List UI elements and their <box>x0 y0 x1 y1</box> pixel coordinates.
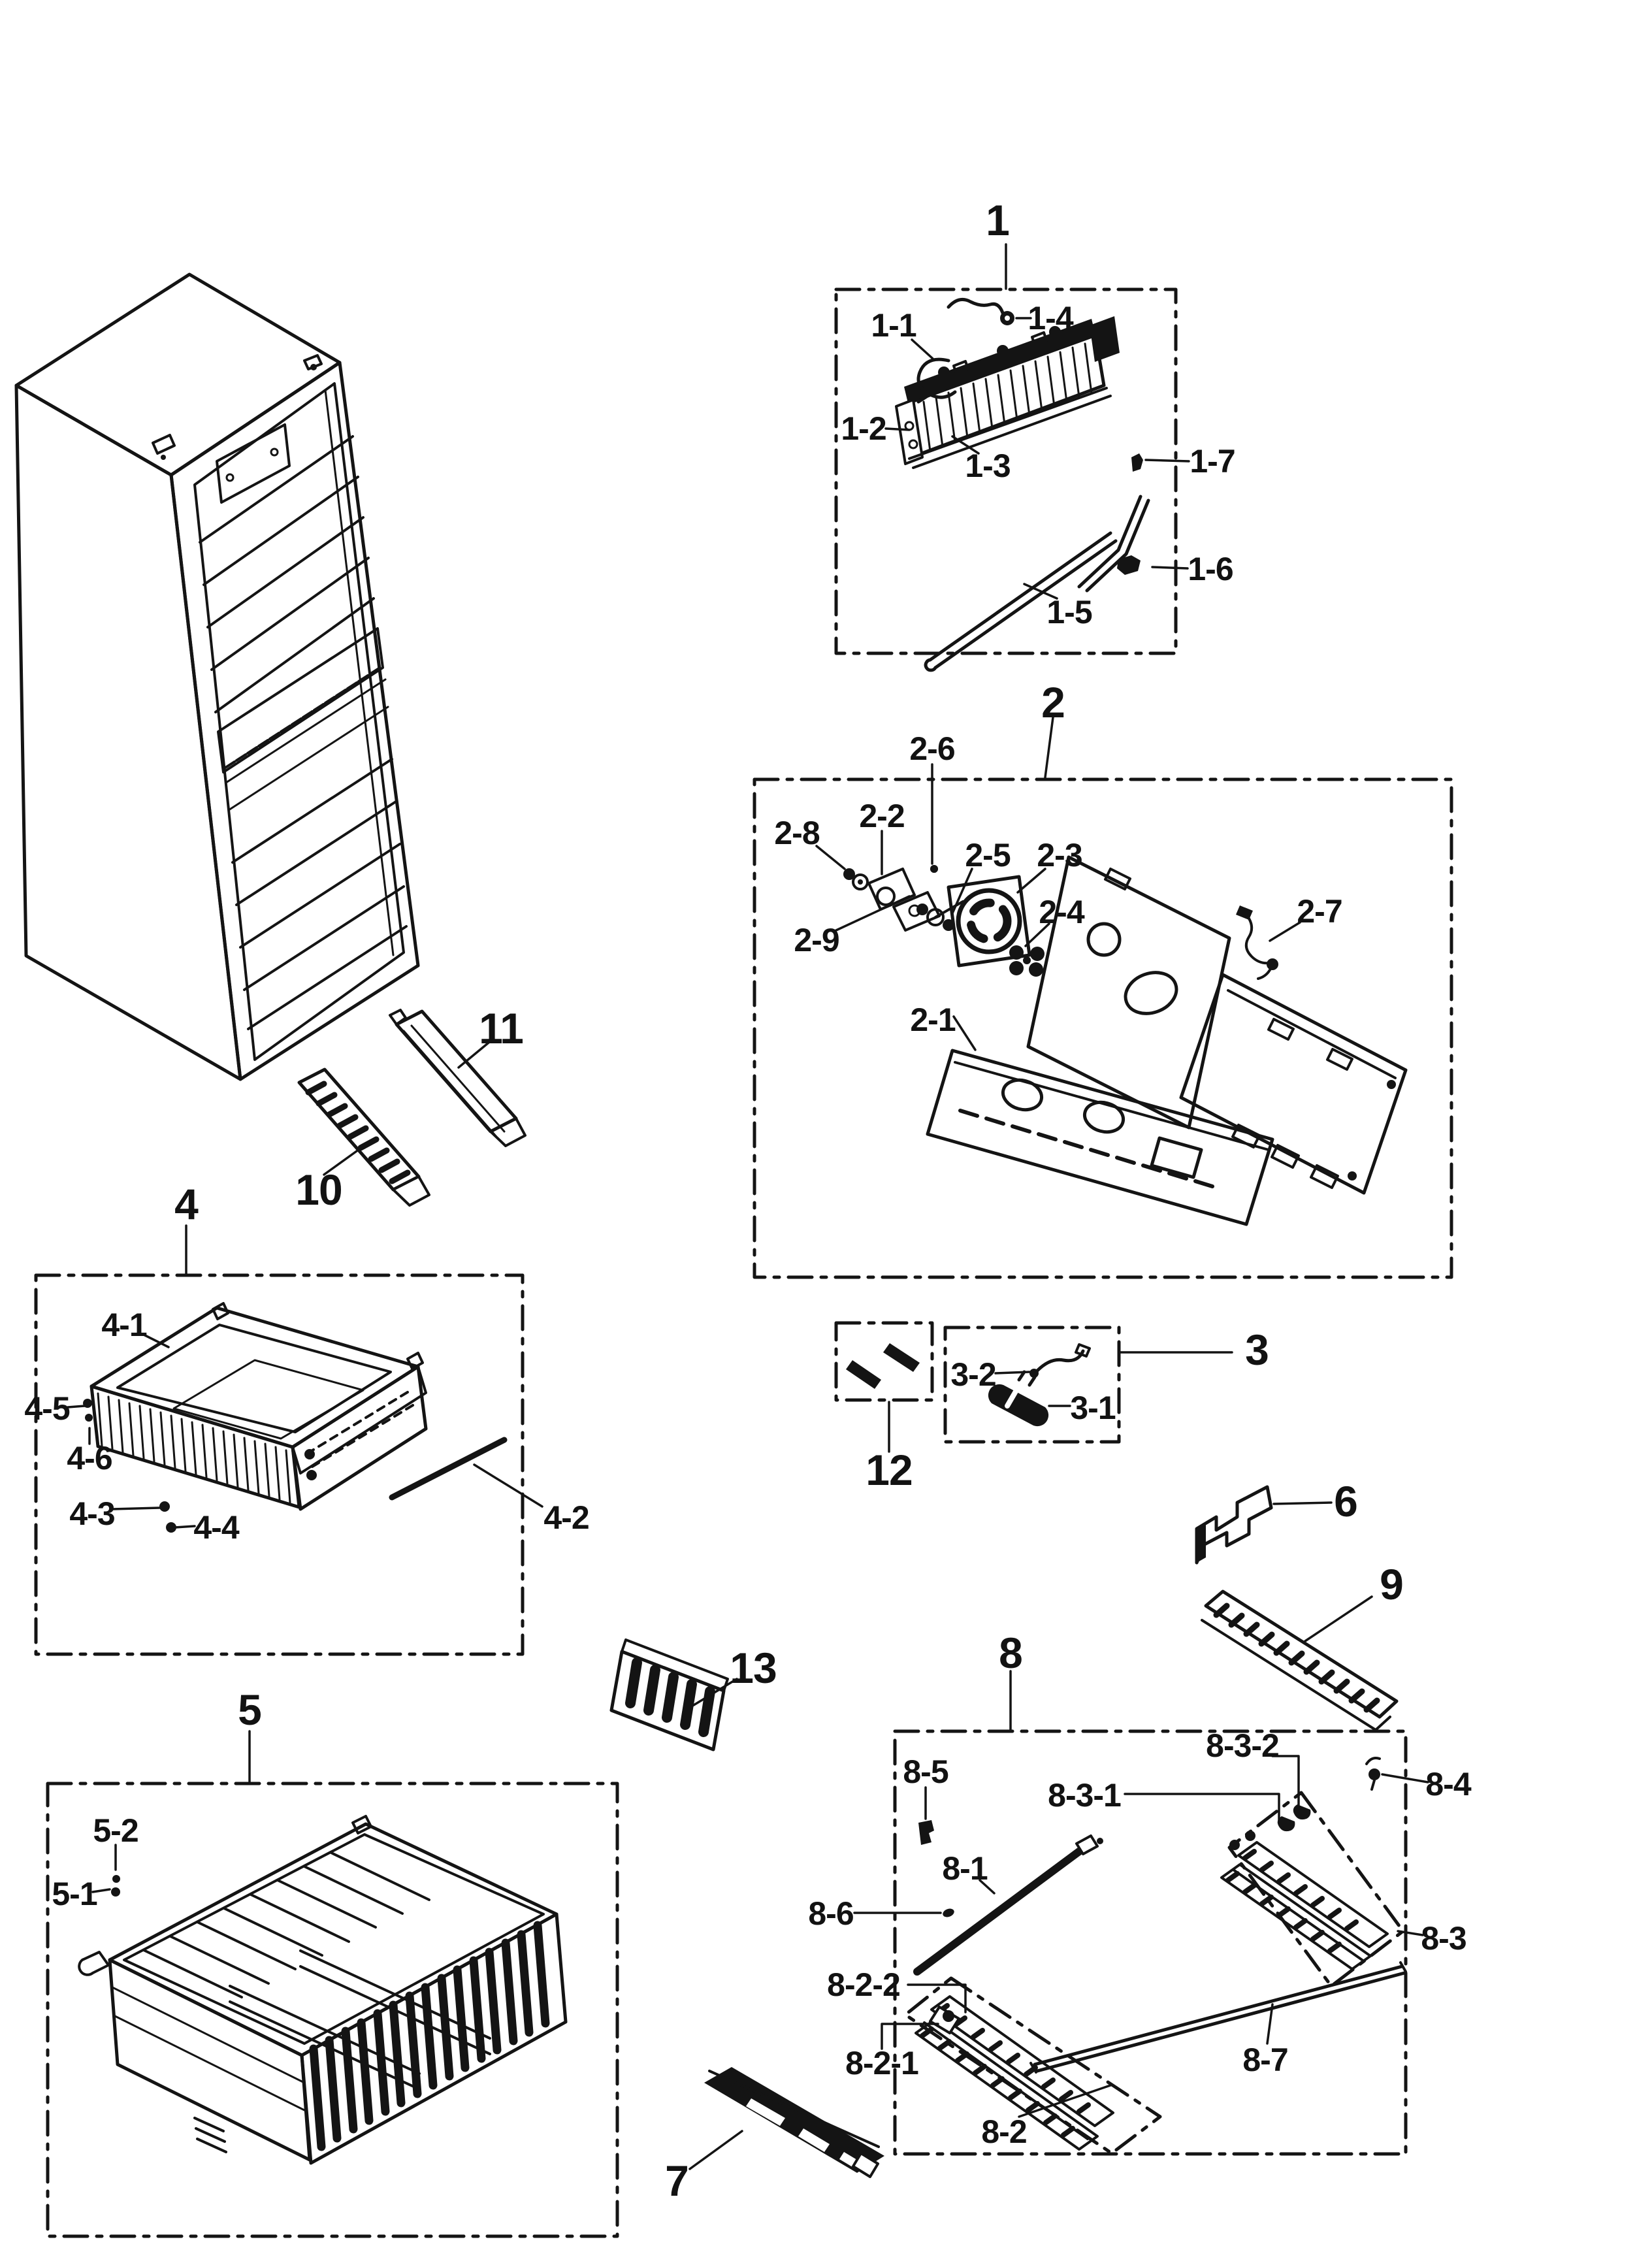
callout-11: 11 <box>479 1004 523 1052</box>
part-8-6-screw <box>941 1907 955 1918</box>
part-1-7-clip <box>1131 453 1143 472</box>
damper-parts <box>846 1343 920 1389</box>
callout-8-4: 8-4 <box>1425 1766 1471 1802</box>
callout-1-4: 1-4 <box>1028 300 1073 336</box>
callout-1-6: 1-6 <box>1188 551 1233 587</box>
callout-2: 2 <box>1041 678 1065 726</box>
callout-2-6: 2-6 <box>909 730 955 767</box>
part-8-4-screw <box>1367 1758 1380 1789</box>
callout-3: 3 <box>1245 1326 1269 1374</box>
callout-2-5: 2-5 <box>965 837 1011 873</box>
callout-1-5: 1-5 <box>1046 594 1092 630</box>
callout-13: 13 <box>730 1644 777 1692</box>
callout-5-1: 5-1 <box>52 1876 97 1912</box>
callout-6: 6 <box>1334 1477 1357 1525</box>
callout-12: 12 <box>866 1446 913 1494</box>
callout-3-2: 3-2 <box>950 1356 996 1393</box>
support-rail-9 <box>1202 1591 1397 1730</box>
callout-2-9: 2-9 <box>794 922 839 958</box>
callout-1: 1 <box>986 196 1009 244</box>
part-8-3-rails <box>1222 1831 1387 1969</box>
callout-5-2: 5-2 <box>93 1812 138 1849</box>
part-8-5-clip <box>918 1820 934 1845</box>
part-1-4-wire <box>948 299 1003 315</box>
front-rail-cover-7 <box>704 2067 884 2177</box>
assembly-box-2 <box>754 779 1451 1277</box>
callout-8-2: 8-2 <box>981 2113 1027 2150</box>
part-2-7-harness <box>1236 905 1278 979</box>
callout-4-4: 4-4 <box>193 1509 239 1546</box>
callout-4-6: 4-6 <box>67 1440 112 1476</box>
callout-9: 9 <box>1380 1560 1403 1608</box>
assembly-box-8-3 <box>1229 1793 1403 1986</box>
callout-1-1: 1-1 <box>871 307 916 344</box>
part-8-3-2-clip <box>1293 1804 1311 1819</box>
callout-8-3: 8-3 <box>1421 1920 1466 1957</box>
callout-8-5: 8-5 <box>903 1753 948 1790</box>
callout-2-3: 2-3 <box>1037 837 1082 873</box>
callout-2-4: 2-4 <box>1039 894 1084 930</box>
callout-5: 5 <box>238 1686 261 1734</box>
assembly-box-12 <box>836 1323 932 1400</box>
callout-1-3: 1-3 <box>965 448 1011 484</box>
refrigerator-cabinet-drawing <box>16 274 418 1079</box>
callout-1-7: 1-7 <box>1190 443 1235 480</box>
callout-10: 10 <box>295 1165 342 1214</box>
callout-4: 4 <box>174 1180 198 1228</box>
callout-8: 8 <box>999 1629 1022 1677</box>
rail-system-assembly <box>916 1758 1406 2149</box>
callout-2-7: 2-7 <box>1297 893 1342 930</box>
callout-7: 7 <box>665 2157 688 2205</box>
assembly-boxes <box>36 289 1451 2236</box>
lower-basket-assembly <box>79 1812 566 2163</box>
callout-8-3-2: 8-3-2 <box>1206 1727 1279 1764</box>
part-8-1-rod <box>917 1851 1079 1972</box>
callout-8-2-2: 8-2-2 <box>827 1966 900 2003</box>
part-2-6-screw <box>930 865 938 873</box>
callout-4-5: 4-5 <box>24 1390 70 1427</box>
callout-8-7: 8-7 <box>1242 2042 1288 2078</box>
callout-4-3: 4-3 <box>69 1495 115 1532</box>
part-8-7-rod <box>1031 1963 1406 2072</box>
callout-8-6: 8-6 <box>808 1895 854 1932</box>
part-4-2-rod <box>392 1440 504 1497</box>
callout-4-1: 4-1 <box>101 1307 147 1343</box>
callout-8-3-1: 8-3-1 <box>1048 1777 1121 1814</box>
callout-2-8: 2-8 <box>774 815 820 851</box>
callout-8-1: 8-1 <box>942 1850 988 1887</box>
callout-4-2: 4-2 <box>543 1499 589 1536</box>
callout-2-2: 2-2 <box>859 798 905 834</box>
callout-3-1: 3-1 <box>1070 1390 1116 1426</box>
bracket-6 <box>1197 1487 1271 1563</box>
callout-8-2-1: 8-2-1 <box>845 2045 918 2081</box>
evaporator-assembly <box>896 299 1148 670</box>
callout-1-2: 1-2 <box>841 410 886 447</box>
callout-2-1: 2-1 <box>910 1002 956 1038</box>
